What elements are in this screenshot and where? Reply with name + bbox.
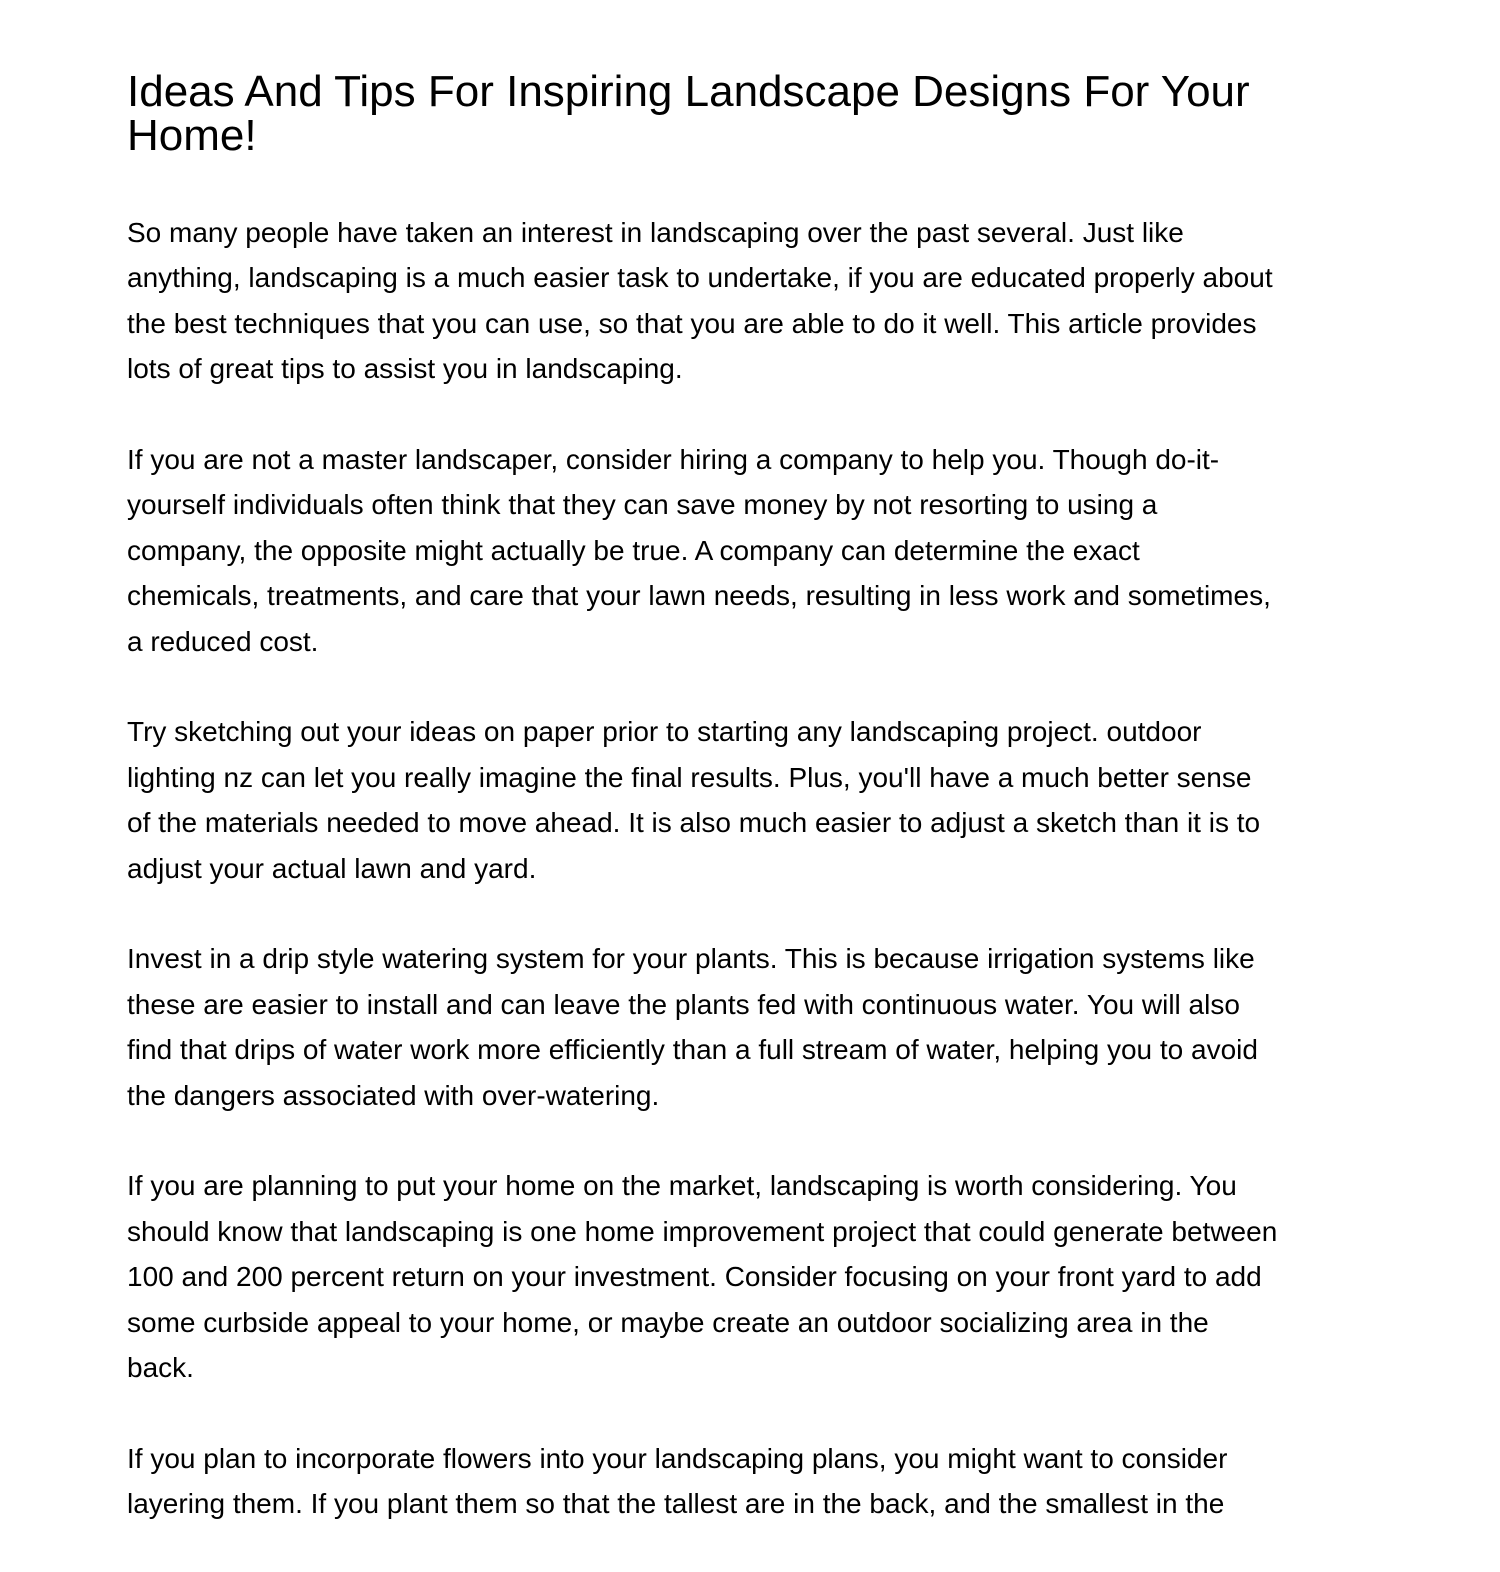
paragraph-line: the best techniques that you can use, so that you are able to do it well. This article provides bbox=[127, 307, 1257, 339]
paragraph-line: Try sketching out your ideas on paper prior to starting any landscaping project. outdoor bbox=[127, 716, 1202, 748]
paragraph bbox=[127, 437, 1427, 664]
paragraph-line: If you are planning to put your home on the market, landscaping is worth considering. You bbox=[127, 1170, 1237, 1202]
paragraph-line: layering them. If you plant them so that the tallest are in the back, and the smallest in the bbox=[127, 1488, 1225, 1520]
paragraph-line: some curbside appeal to your home, or maybe create an outdoor socializing area in the bbox=[127, 1306, 1209, 1338]
paragraph-line: find that drips of water work more efficiently than a full stream of water, helping you to avoid bbox=[127, 1034, 1258, 1066]
paragraph-line: chemicals, treatments, and care that your lawn needs, resulting in less work and sometimes, bbox=[127, 580, 1271, 612]
paragraph-line: anything, landscaping is a much easier task to undertake, if you are educated properly about bbox=[127, 262, 1273, 294]
paragraph-line: So many people have taken an interest in landscaping over the past several. Just like bbox=[127, 217, 1184, 248]
paragraph-line: a reduced cost. bbox=[127, 625, 319, 657]
paragraph bbox=[127, 1436, 1427, 1527]
paragraph-line: company, the opposite might actually be true. A company can determine the exact bbox=[127, 534, 1140, 566]
paragraph-line: adjust your actual lawn and yard. bbox=[127, 852, 537, 884]
paragraph bbox=[127, 210, 1427, 392]
paragraph-line: should know that landscaping is one home improvement project that could generate between bbox=[127, 1215, 1278, 1247]
title-line: Ideas And Tips For Inspiring Landscape Designs For Your bbox=[127, 67, 1250, 116]
paragraph-line: 100 and 200 percent return on your investment. Consider focusing on your front yard to add bbox=[127, 1261, 1262, 1293]
paragraph bbox=[127, 1163, 1427, 1390]
paragraph-line: Invest in a drip style watering system for your plants. This is because irrigation systems like bbox=[127, 943, 1255, 975]
paragraph-line: If you plan to incorporate flowers into your landscaping plans, you might want to consider bbox=[127, 1442, 1228, 1474]
title-line: Home! bbox=[127, 111, 257, 160]
paragraph-line: yourself individuals often think that they can save money by not resorting to using a bbox=[127, 489, 1158, 521]
paragraph-line: lots of great tips to assist you in landscaping. bbox=[127, 353, 683, 385]
document-body bbox=[127, 210, 1427, 1527]
document-page bbox=[127, 67, 1427, 1572]
paragraph-line: these are easier to install and can leave the plants fed with continuous water. You will also bbox=[127, 988, 1240, 1020]
paragraph-line: back. bbox=[127, 1352, 194, 1384]
paragraph-line: the dangers associated with over-watering. bbox=[127, 1079, 660, 1111]
paragraph-line: of the materials needed to move ahead. It is also much easier to adjust a sketch than it is to bbox=[127, 807, 1261, 839]
paragraph bbox=[127, 709, 1427, 891]
paragraph-line: If you are not a master landscaper, consider hiring a company to help you. Though do-it- bbox=[127, 444, 1220, 476]
document-title bbox=[127, 67, 1427, 160]
paragraph bbox=[127, 936, 1427, 1118]
paragraph-line: lighting nz can let you really imagine the final results. Plus, you'll have a much better sense bbox=[127, 761, 1252, 793]
